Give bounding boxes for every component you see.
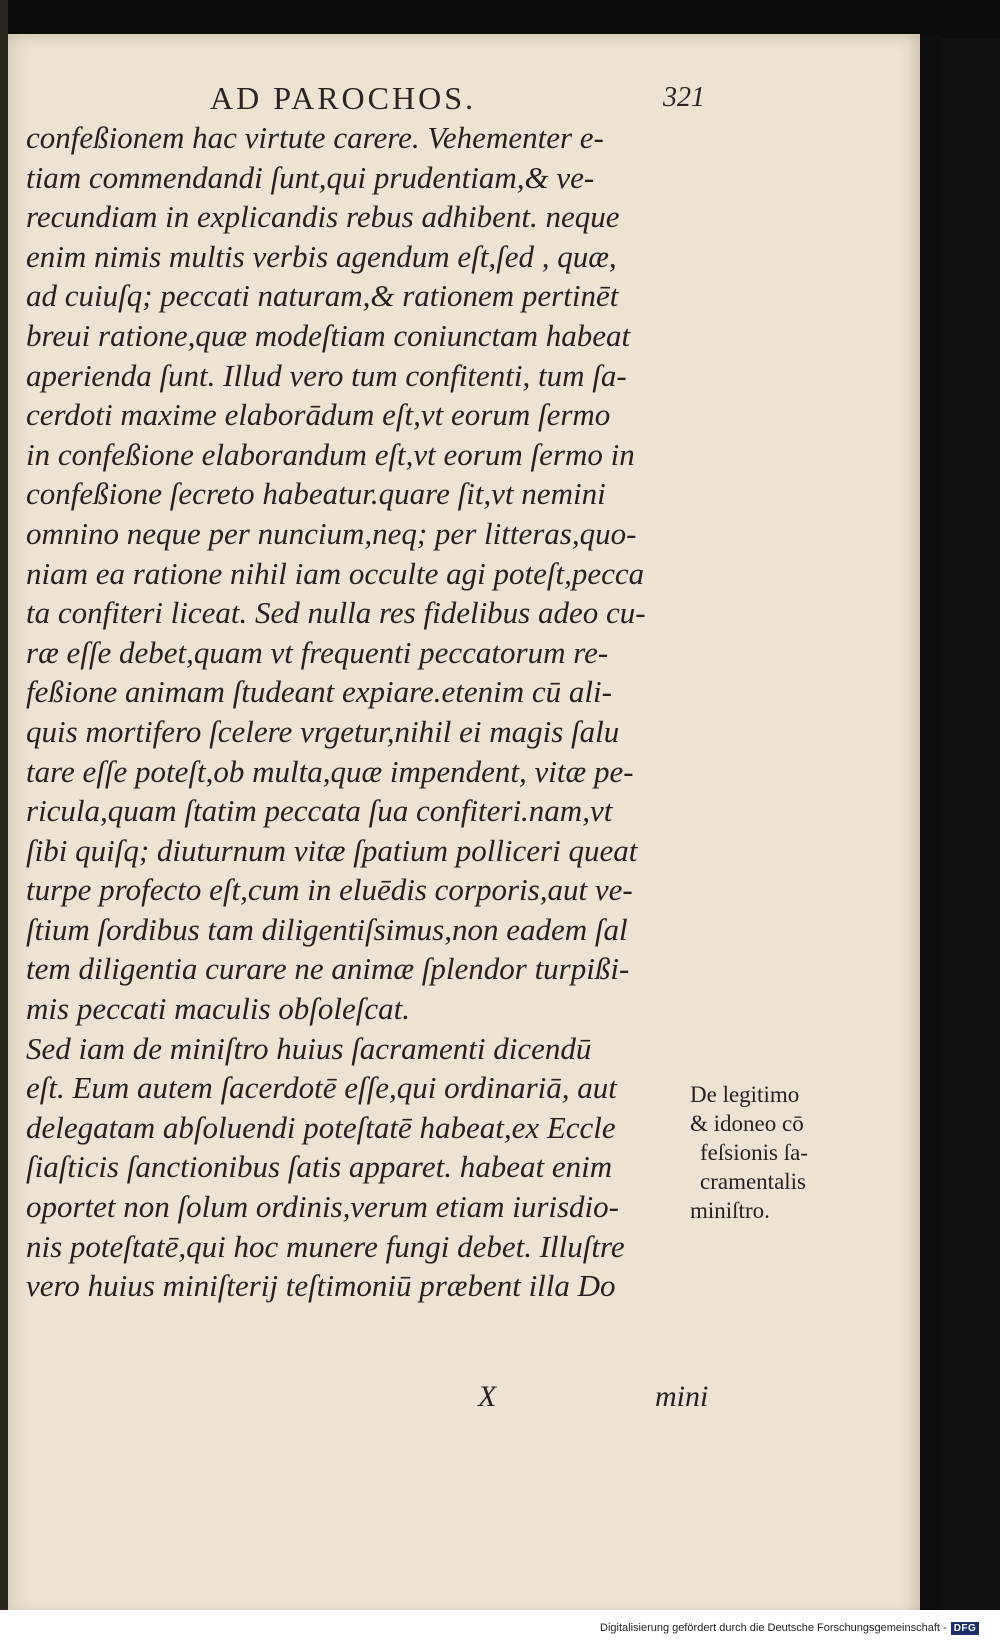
text-line: delegatam abſoluendi poteſtatē habeat,ex Eccle [26,1109,616,1145]
text-line: in confeßione elaborandum eſt,vt eorum ſermo in [26,436,635,472]
text-line: quis mortifero ſcelere vrgetur,nihil ei magis ſalu [26,713,620,749]
scan-right-border [920,34,942,1616]
text-line: feßione animam ſtudeant expiare.etenim cū ali- [26,674,612,710]
text-line: ad cuiuſq; peccati naturam,& rationem pertinēt [26,278,619,314]
marginal-note-line: & idoneo cō [690,1111,804,1136]
text-line: nis poteſtatē,qui hoc munere fungi debet. Illuſtre [26,1228,625,1264]
text-line: eſt. Eum autem ſacerdotē eſſe,qui ordinariā, aut [26,1070,617,1106]
text-line: ræ eſſe debet,quam vt frequenti peccatorum re- [26,634,609,670]
text-line: niam ea ratione nihil iam occulte agi poteſt,pecca [26,555,645,591]
text-line: enim nimis multis verbis agendum eſt,ſed , quæ, [26,238,617,274]
marginal-note-line: cramentalis [700,1169,807,1194]
page-number: 321 [663,82,705,113]
text-line: ricula,quam ſtatim peccata ſua confiteri.nam,vt [26,793,613,829]
digitization-credit [600,1618,979,1638]
main-text-block [26,118,706,1306]
text-line: confeßione ſecreto habeatur.quare ſit,vt nemini [26,476,606,512]
marginal-note-line: miniſtro. [690,1198,770,1223]
page-foot [8,1380,908,1420]
text-line: ſibi quiſq; diuturnum vitæ ſpatium polliceri queat [26,832,638,868]
text-line: ſiaſticis ſanctionibus ſatis apparet. habeat enim [26,1149,613,1185]
credit-text: Digitalisierung gefördert durch die Deutsche Forschungsgemeinschaft - [600,1622,947,1634]
scan-left-border [0,0,8,1645]
text-line: recundiam in explicandis rebus adhibent. neque [26,199,620,235]
text-line: aperienda ſunt. Illud vero tum confitenti, tum ſa- [26,357,627,393]
text-line: oportet non ſolum ordinis,verum etiam iurisdio- [26,1189,619,1225]
text-line: cerdoti maxime elaborādum eſt,vt eorum ſermo [26,397,611,433]
text-line: mis peccati maculis obſoleſcat. [26,991,410,1027]
catchword: mini [655,1380,709,1413]
text-line: turpe profecto eſt,cum in eluēdis corporis,aut ve- [26,872,633,908]
text-line: vero huius miniſterij teſtimoniū præbent illa Do [26,1268,616,1304]
text-line: ſtium ſordibus tam diligentiſsimus,non eadem ſal [26,911,628,947]
dfg-logo: DFG [951,1622,980,1635]
text-line: Sed iam de miniſtro huius ſacramenti dicendū [26,1030,592,1066]
marginal-note-line: feſsionis ſa- [700,1140,808,1165]
text-line: ta confiteri liceat. Sed nulla res fidelibus adeo cu- [26,595,646,631]
text-line: tiam commendandi ſunt,qui prudentiam,& ve- [26,159,595,195]
text-line: tem diligentia curare ne animæ ſplendor turpißi- [26,951,630,987]
scan-top-border [0,0,1000,38]
running-head: AD PAROCHOS. [210,80,476,116]
text-line: confeßionem hac virtute carere. Vehementer e- [26,120,604,155]
book-page [8,34,920,1616]
text-line: omnino neque per nuncium,neq; per litteras,quo- [26,515,637,551]
marginal-note-line: De legitimo [690,1082,800,1107]
text-line: tare eſſe poteſt,ob multa,quæ impendent, vitæ pe- [26,753,634,789]
text-line: breui ratione,quæ modeſtiam coniunctam habeat [26,317,631,353]
signature-mark: X [478,1380,497,1413]
marginal-note [690,1080,850,1225]
